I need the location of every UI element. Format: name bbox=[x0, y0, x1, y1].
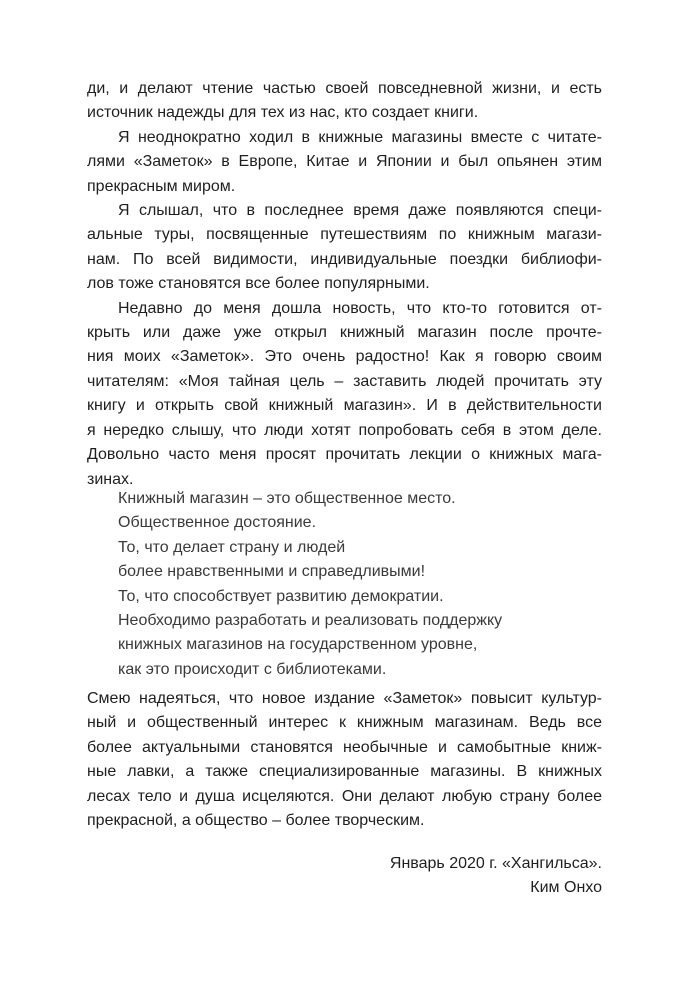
quote-line: Необходимо разработать и реализовать поддержку bbox=[118, 612, 503, 630]
text-line: я нередко слышу, что люди хотят попробовать себя в этом деле. bbox=[87, 421, 602, 439]
quote-line: То, что способствует развитию демократии. bbox=[118, 587, 444, 605]
text-line: лесах тело и душа исцеляются. Они делают любую страну более bbox=[87, 787, 602, 805]
quote-line: более нравственными и справедливыми! bbox=[118, 563, 426, 581]
main-text bbox=[87, 77, 602, 492]
text-line: Смею надеяться, что новое издание «Заметок» повысит культур- bbox=[87, 690, 602, 707]
text-line: Я неоднократно ходил в книжные магазины вместе с читате- bbox=[118, 128, 602, 146]
text-line: источник надежды для тех из нас, кто создает книги. bbox=[87, 104, 479, 122]
quote-line: То, что делает страну и людей bbox=[118, 538, 346, 556]
text-line: крыть или даже уже открыл книжный магазин после прочте- bbox=[87, 324, 602, 342]
text-line: лями «Заметок» в Европе, Китае и Японии и был опьянен этим bbox=[87, 153, 602, 171]
text-line: Недавно до меня дошла новость, что кто-то готовится от- bbox=[118, 299, 602, 317]
text-line: читателям: «Моя тайная цель – заставить людей прочитать эту bbox=[87, 372, 602, 390]
paragraph bbox=[87, 199, 602, 297]
quote-line: как это происходит с библиотеками. bbox=[118, 660, 387, 678]
text-line: нам. По всей видимости, индивидуальные поездки библиофи- bbox=[87, 250, 602, 268]
text-line: книгу и открыть свой книжный магазин». И в действительности bbox=[87, 397, 602, 415]
text-line: ди, и делают чтение частью своей повседневной жизни, и есть bbox=[87, 80, 602, 97]
quote-line: Общественное достояние. bbox=[118, 514, 317, 532]
paragraph bbox=[87, 77, 602, 126]
paragraph bbox=[87, 297, 602, 492]
signature-author: Ким Онхо bbox=[530, 879, 602, 897]
text-line: ные лавки, а также специализированные магазины. В книжных bbox=[87, 763, 602, 781]
text-line: Я слышал, что в последнее время даже появляются специ- bbox=[118, 202, 602, 220]
text-line: Довольно часто меня просят прочитать лекции о книжных мага- bbox=[87, 446, 602, 464]
quote-line: книжных магазинов на государственном уровне, bbox=[118, 636, 478, 654]
signature-date-place: Январь 2020 г. «Хангильса». bbox=[389, 855, 602, 872]
paragraph bbox=[87, 126, 602, 199]
text-line: ния моих «Заметок». Это очень радостно! Как я говорю своим bbox=[87, 348, 602, 366]
text-line: лов тоже становятся все более популярными. bbox=[87, 275, 430, 293]
text-line: ный и общественный интерес к книжным магазинам. Ведь все bbox=[87, 714, 602, 732]
text-line: зинах. bbox=[87, 470, 134, 488]
block-quote bbox=[118, 487, 598, 682]
text-line: прекрасной, а общество – более творческим. bbox=[87, 812, 425, 830]
closing-paragraph bbox=[87, 687, 602, 833]
signature bbox=[390, 852, 602, 901]
text-line: более актуальными становятся необычные и самобытные книж- bbox=[87, 738, 602, 756]
quote-line: Книжный магазин – это общественное место. bbox=[118, 490, 456, 507]
text-line: альные туры, посвященные путешествиям по книжным магази- bbox=[87, 226, 602, 244]
text-line: прекрасным миром. bbox=[87, 177, 236, 195]
